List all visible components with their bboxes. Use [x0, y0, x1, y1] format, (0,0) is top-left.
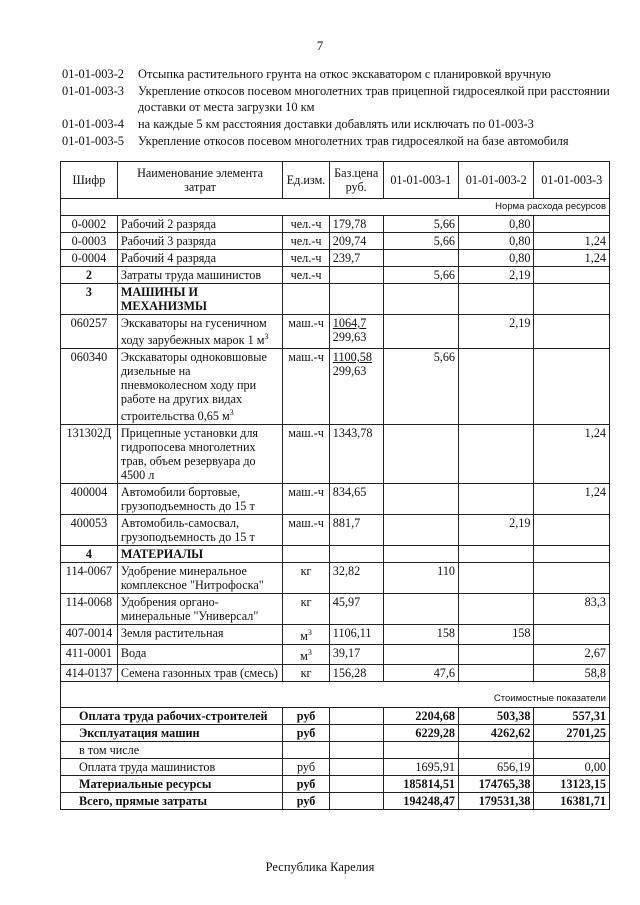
- row-code: 060340: [61, 349, 118, 425]
- intro-item: [62, 133, 622, 149]
- footer-region: Республика Карелия: [265, 860, 375, 874]
- row-value-3: 1,24: [534, 250, 610, 267]
- row-code: 060257: [61, 315, 118, 349]
- row-value-1: 5,66: [383, 267, 458, 284]
- row-name: Рабочий 2 разряда: [117, 216, 282, 233]
- summary-price: [329, 708, 383, 725]
- row-value-3: [534, 315, 610, 349]
- row-value-2: [459, 563, 534, 594]
- summary-value-3: 13123,15: [534, 776, 610, 793]
- row-price: 32,82: [329, 563, 383, 594]
- table-row: [61, 349, 610, 425]
- row-value-1: [383, 594, 458, 625]
- row-value-1: [383, 425, 458, 484]
- row-name: Автомобили бортовые, грузоподъемность до 15 т: [117, 484, 282, 515]
- row-value-2: [459, 665, 534, 682]
- summary-value-3: 2701,25: [534, 725, 610, 742]
- intro-item: [62, 116, 622, 132]
- row-value-1: 110: [383, 563, 458, 594]
- row-value-2: [459, 594, 534, 625]
- table-row: [61, 645, 610, 665]
- table-row: [61, 233, 610, 250]
- table-row: [61, 563, 610, 594]
- table-row: [61, 216, 610, 233]
- row-price: [329, 425, 383, 484]
- summary-unit: руб: [283, 725, 330, 742]
- summary-value-2: 4262,62: [459, 725, 534, 742]
- row-value-3: 58,8: [534, 665, 610, 682]
- table-row: [61, 515, 610, 546]
- section-code: 3: [61, 284, 118, 315]
- row-price: 1106,11: [329, 625, 383, 645]
- row-name: Затраты труда машинистов: [117, 267, 282, 284]
- summary-unit: [283, 742, 330, 759]
- price-value: 1064,7: [332, 316, 367, 330]
- norm-label: Норма расхода ресурсов: [61, 199, 610, 216]
- row-price: [329, 515, 383, 546]
- intro-code: 01-01-003-5: [62, 134, 124, 148]
- row-unit: чел.-ч: [283, 233, 330, 250]
- row-name: Земля растительная: [117, 625, 282, 645]
- table-row: [61, 267, 610, 284]
- row-name: Удобрение минеральное комплексное "Нитрофоска": [117, 563, 282, 594]
- table-row: [61, 484, 610, 515]
- materials-section: [61, 563, 610, 682]
- summary-name: Всего, прямые затраты: [61, 793, 283, 810]
- row-value-3: [534, 216, 610, 233]
- workers-section: [61, 216, 610, 267]
- row-code: 0-0004: [61, 250, 118, 267]
- summary-value-3: 16381,71: [534, 793, 610, 810]
- section-title: МАШИНЫ И МЕХАНИЗМЫ: [117, 284, 282, 315]
- summary-value-3: 0,00: [534, 759, 610, 776]
- row-value-1: 5,66: [383, 233, 458, 250]
- summary-name: Материальные ресурсы: [61, 776, 283, 793]
- summary-row: [61, 742, 610, 759]
- section-row: [61, 284, 610, 315]
- row-price: 39,17: [329, 645, 383, 665]
- summary-row: [61, 793, 610, 810]
- intro-text: Укрепление откосов посевом многолетних трав прицепной гидросеялкой при расстоянии доставки от места загрузки 10 км: [138, 84, 610, 114]
- row-value-2: [459, 484, 534, 515]
- row-value-3: [534, 563, 610, 594]
- price-value-secondary: 299,63: [332, 330, 367, 344]
- row-price: 239,7: [329, 250, 383, 267]
- table-row: [61, 425, 610, 484]
- row-unit: маш.-ч: [283, 425, 330, 484]
- row-code: 407-0014: [61, 625, 118, 645]
- row-name: Автомобиль-самосвал, грузоподъемность до 15 т: [117, 515, 282, 546]
- row-unit: маш.-ч: [283, 515, 330, 546]
- row-value-1: 158: [383, 625, 458, 645]
- summary-price: [329, 776, 383, 793]
- row-value-3: 2,67: [534, 645, 610, 665]
- summary-name: Оплата труда рабочих-строителей: [61, 708, 283, 725]
- row-name: Вода: [117, 645, 282, 665]
- summary-value-3: [534, 742, 610, 759]
- row-value-3: 1,24: [534, 484, 610, 515]
- row-name: Рабочий 3 разряда: [117, 233, 282, 250]
- row-value-1: [383, 645, 458, 665]
- row-price: 179,78: [329, 216, 383, 233]
- price-value: 1100,58: [332, 350, 372, 365]
- summary-value-2: 656,19: [459, 759, 534, 776]
- section-row: [61, 546, 610, 563]
- intro-text: Отсыпка растительного грунта на откос экскаватором с планировкой вручную: [138, 67, 551, 81]
- row-code: 400004: [61, 484, 118, 515]
- row-value-1: 47,6: [383, 665, 458, 682]
- row-unit: чел.-ч: [283, 216, 330, 233]
- row-value-1: 5,66: [383, 216, 458, 233]
- row-price: [329, 349, 383, 425]
- row-code: 414-0137: [61, 665, 118, 682]
- table-header-row: [61, 162, 610, 199]
- row-code: 114-0067: [61, 563, 118, 594]
- row-name: Семена газонных трав (смесь): [117, 665, 282, 682]
- price-value: 1343,78: [332, 426, 373, 441]
- row-unit: маш.-ч: [283, 315, 330, 349]
- row-code: 0-0002: [61, 216, 118, 233]
- intro-list: [62, 66, 622, 150]
- summary-price: [329, 759, 383, 776]
- row-unit: кг: [283, 665, 330, 682]
- price-value: 881,7: [332, 516, 361, 531]
- row-price: 45,97: [329, 594, 383, 625]
- row-value-2: 0,80: [459, 233, 534, 250]
- summary-value-1: 6229,28: [383, 725, 458, 742]
- row-value-2: [459, 645, 534, 665]
- summary-unit: руб: [283, 776, 330, 793]
- header-col-3: 01-01-003-3: [534, 162, 610, 199]
- intro-item: [62, 83, 622, 115]
- row-value-1: [383, 250, 458, 267]
- row-value-3: [534, 625, 610, 645]
- summary-row: [61, 708, 610, 725]
- row-code: 411-0001: [61, 645, 118, 665]
- intro-code: 01-01-003-4: [62, 117, 124, 131]
- intro-code: 01-01-003-2: [62, 67, 124, 81]
- row-value-3: 1,24: [534, 425, 610, 484]
- resource-table: [60, 161, 610, 810]
- row-value-3: 83,3: [534, 594, 610, 625]
- summary-price: [329, 742, 383, 759]
- section-title: МАТЕРИАЛЫ: [117, 546, 282, 563]
- summary-name: Оплата труда машинистов: [61, 759, 283, 776]
- row-value-3: 1,24: [534, 233, 610, 250]
- header-col-1: 01-01-003-1: [383, 162, 458, 199]
- row-unit: чел.-ч: [283, 267, 330, 284]
- row-value-2: 2,19: [459, 315, 534, 349]
- header-code: Шифр: [61, 162, 118, 199]
- summary-price: [329, 725, 383, 742]
- row-value-2: 0,80: [459, 216, 534, 233]
- row-name: Рабочий 4 разряда: [117, 250, 282, 267]
- norm-label-row: [61, 199, 610, 216]
- table-row: [61, 250, 610, 267]
- row-value-2: 2,19: [459, 267, 534, 284]
- summary-value-1: 1695,91: [383, 759, 458, 776]
- row-code: 131302Д: [61, 425, 118, 484]
- row-value-1: [383, 484, 458, 515]
- row-value-3: [534, 267, 610, 284]
- row-value-2: [459, 349, 534, 425]
- machines-section: [61, 315, 610, 546]
- table-row: [61, 665, 610, 682]
- summary-value-1: 185814,51: [383, 776, 458, 793]
- row-value-2: 158: [459, 625, 534, 645]
- page-number: 7: [316, 38, 324, 53]
- summary-name: Эксплуатация машин: [61, 725, 283, 742]
- table-row: [61, 315, 610, 349]
- summary-value-1: [383, 742, 458, 759]
- row-unit: кг: [283, 594, 330, 625]
- row-unit: чел.-ч: [283, 250, 330, 267]
- summary-value-2: 503,38: [459, 708, 534, 725]
- row-code: 2: [61, 267, 118, 284]
- summary-unit: руб: [283, 708, 330, 725]
- row-price: [329, 267, 383, 284]
- row-unit: $м^3$: [283, 625, 330, 645]
- summary-value-2: 174765,38: [459, 776, 534, 793]
- intro-item: [62, 66, 622, 82]
- summary-unit: руб: [283, 793, 330, 810]
- price-value: 834,65: [332, 485, 367, 500]
- table-row: [61, 594, 610, 625]
- summary-name: в том числе: [61, 742, 283, 759]
- row-value-2: 2,19: [459, 515, 534, 546]
- row-value-2: 0,80: [459, 250, 534, 267]
- table-row: [61, 625, 610, 645]
- row-unit: маш.-ч: [283, 349, 330, 425]
- row-value-1: [383, 315, 458, 349]
- row-price: [329, 484, 383, 515]
- section-code: 4: [61, 546, 118, 563]
- header-price: Баз.цена руб.: [329, 162, 383, 199]
- header-unit: Ед.изм.: [283, 162, 330, 199]
- intro-text: на каждые 5 км расстояния доставки добавлять или исключать по 01-003-3: [138, 117, 534, 131]
- row-name: Прицепные установки для гидропосева многолетних трав, объем резервуара до 4500 л: [117, 425, 282, 484]
- summary-price: [329, 793, 383, 810]
- cost-label: Стоимостные показатели: [61, 682, 610, 708]
- summary-value-1: 194248,47: [383, 793, 458, 810]
- header-name: Наименование элемента затрат: [117, 162, 282, 199]
- row-unit: $м^3$: [283, 645, 330, 665]
- summary-value-1: 2204,68: [383, 708, 458, 725]
- row-code: 0-0003: [61, 233, 118, 250]
- row-name: Удобрения органо-минеральные "Универсал": [117, 594, 282, 625]
- row-value-3: [534, 349, 610, 425]
- row-value-1: [383, 515, 458, 546]
- intro-text: Укрепление откосов посевом многолетних трав гидросеялкой на базе автомобиля: [138, 134, 569, 148]
- summary-row: [61, 776, 610, 793]
- row-code: 400053: [61, 515, 118, 546]
- row-code: 114-0068: [61, 594, 118, 625]
- summary-value-2: 179531,38: [459, 793, 534, 810]
- row-name: Экскаваторы одноковшовые дизельные на пневмоколесном ходу при работе на других видах строительства 0,65 $м^3$: [117, 349, 282, 425]
- summary-row: [61, 759, 610, 776]
- cost-label-row: [61, 682, 610, 708]
- summary-unit: руб: [283, 759, 330, 776]
- intro-code: 01-01-003-3: [62, 84, 124, 98]
- summary-value-3: 557,31: [534, 708, 610, 725]
- row-value-1: 5,66: [383, 349, 458, 425]
- row-value-2: [459, 425, 534, 484]
- row-value-3: [534, 515, 610, 546]
- row-name: Экскаваторы на гусеничном ходу зарубежных марок 1 $м^3$: [117, 315, 282, 349]
- row-price: 156,28: [329, 665, 383, 682]
- summary-row: [61, 725, 610, 742]
- header-col-2: 01-01-003-2: [459, 162, 534, 199]
- row-price: 209,74: [329, 233, 383, 250]
- row-unit: кг: [283, 563, 330, 594]
- row-unit: маш.-ч: [283, 484, 330, 515]
- row-price: [329, 315, 383, 349]
- price-value-secondary: 299,63: [332, 364, 367, 379]
- summary-value-2: [459, 742, 534, 759]
- summary-section: [61, 708, 610, 810]
